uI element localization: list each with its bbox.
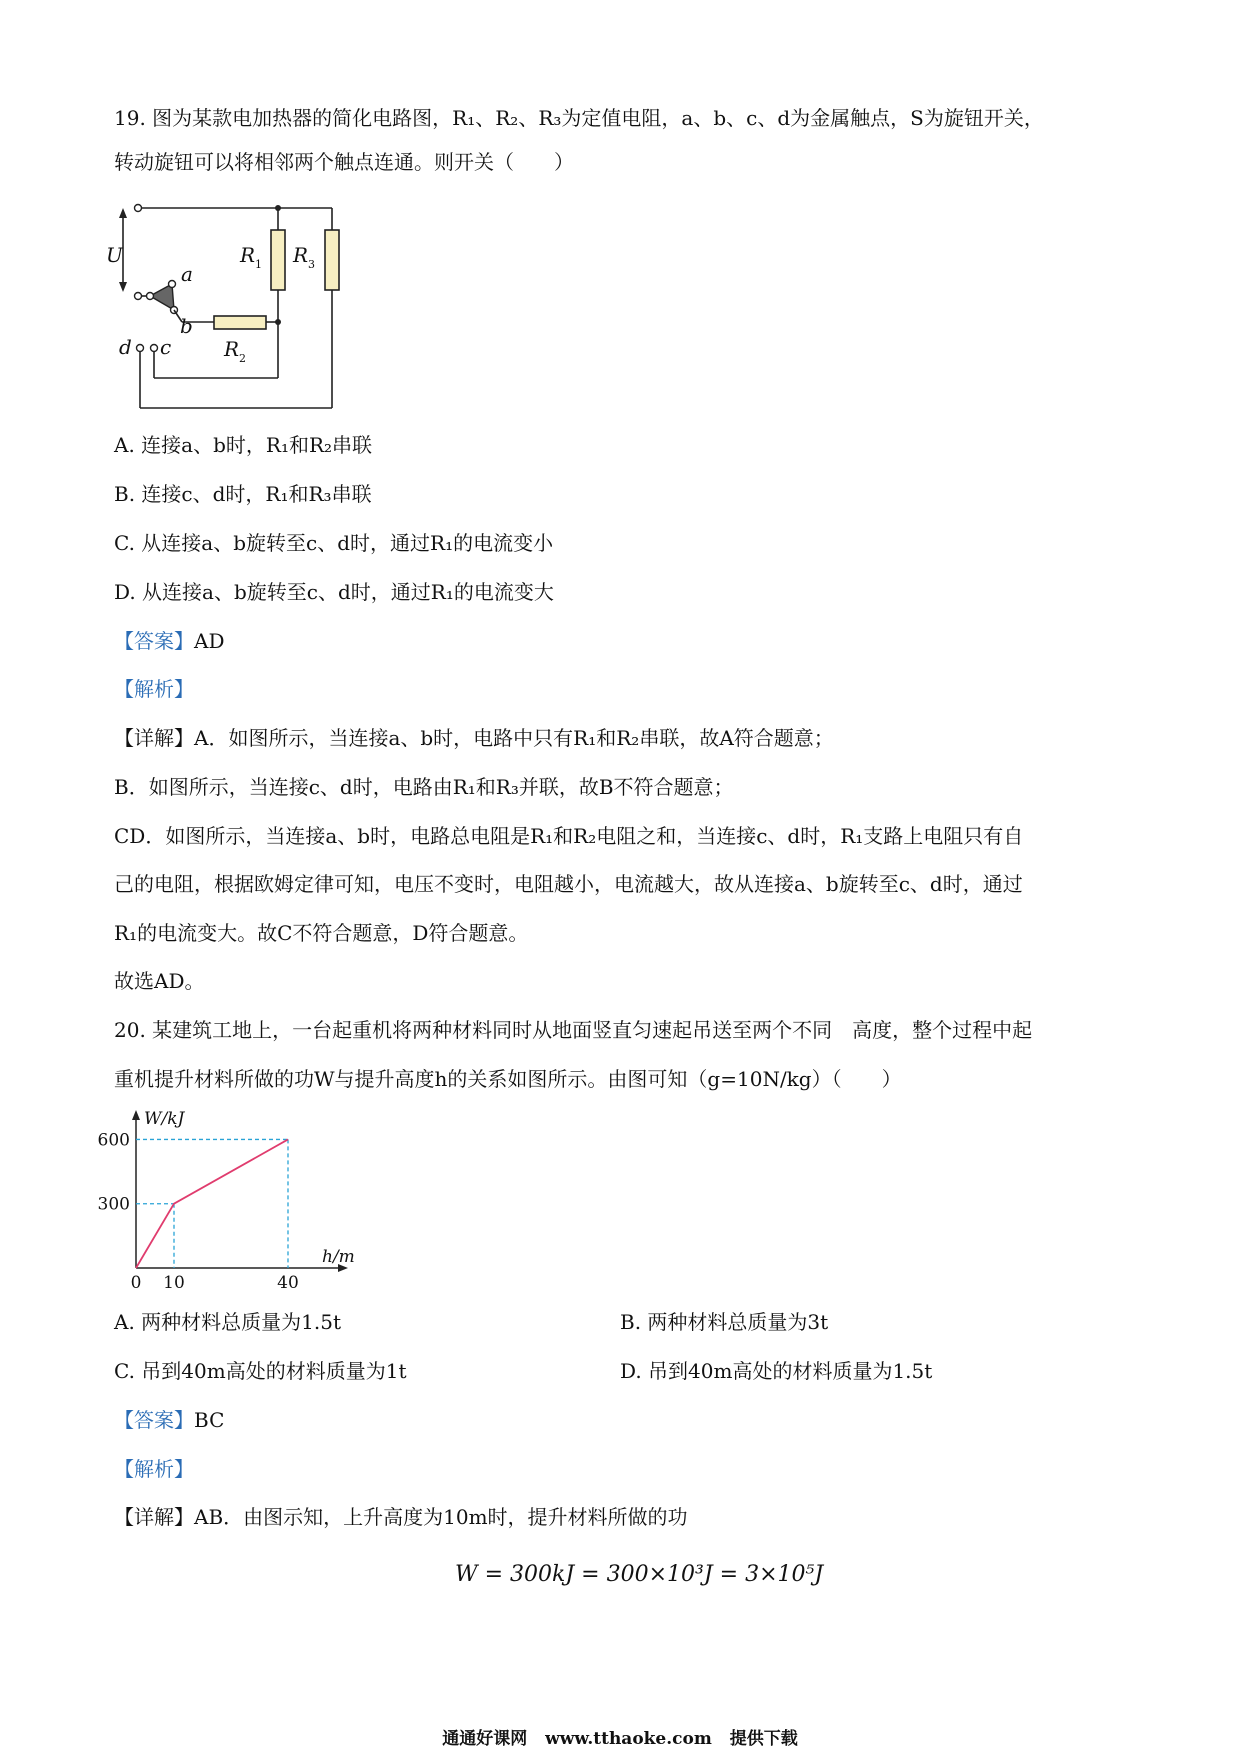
label-r2-sub: 2 <box>239 352 246 365</box>
q19-detail-line: B．如图所示，当连接c、d时，电路由R₁和R₃并联，故B不符合题意； <box>114 775 734 799</box>
footer-url[interactable]: www.tthaoke.com <box>545 1729 712 1749</box>
label-c: c <box>160 335 172 359</box>
y-axis-arrow <box>132 1110 140 1120</box>
label-d: d <box>119 335 132 359</box>
q19-detail-line: 故选AD。 <box>114 969 205 993</box>
q19-option-d: D. 从连接a、b旋转至c、d时，通过R₁的电流变大 <box>114 580 554 604</box>
y-tick-label: 600 <box>97 1130 130 1151</box>
resistor-r1 <box>271 230 285 290</box>
footer-site-name: 通通好课网 <box>442 1729 528 1749</box>
label-r3: R <box>293 243 309 267</box>
answer-tag: 【答案】 <box>114 1408 194 1432</box>
label-r1: R <box>240 243 256 267</box>
q20-stem-line2: 重机提升材料所做的功W与提升高度h的关系如图所示。由图可知（g=10N/kg）（ ） <box>114 1067 902 1091</box>
label-r2: R <box>224 337 240 361</box>
q19-detail-line: CD．如图所示，当连接a、b时，电路总电阻是R₁和R₂电阻之和，当连接c、d时，R₁支路上电阻只有自 <box>114 824 1024 848</box>
label-b: b <box>180 314 193 338</box>
q19-option-c: C. 从连接a、b旋转至c、d时，通过R₁的电流变小 <box>114 531 554 555</box>
work-height-chart <box>97 1108 356 1293</box>
circuit-diagram <box>106 196 350 416</box>
q19-stem-line2: 转动旋钮可以将相邻两个触点连通。则开关（ ） <box>114 150 574 174</box>
q19-answer-row <box>114 626 224 656</box>
label-r3-sub: 3 <box>308 258 315 271</box>
answer-value: BC <box>194 1408 225 1432</box>
q19-option-b: B. 连接c、d时，R₁和R₃串联 <box>114 482 372 506</box>
page-footer <box>0 1724 1240 1749</box>
q19-detail-line: 【详解】A．如图所示，当连接a、b时，电路中只有R₁和R₂串联，故A符合题意； <box>114 726 834 750</box>
q20-analysis-tag: 【解析】 <box>114 1457 194 1481</box>
answer-value: AD <box>194 629 225 653</box>
q20-detail-line: 【详解】AB．由图示知，上升高度为10m时，提升材料所做的功 <box>114 1505 688 1529</box>
answer-tag: 【答案】 <box>114 629 194 653</box>
q20-option-b: B. 两种材料总质量为3t <box>620 1310 829 1334</box>
q20-option-c: C. 吊到40m高处的材料质量为1t <box>114 1359 407 1383</box>
resistor-r2 <box>214 316 266 329</box>
q19-analysis-tag: 【解析】 <box>114 677 194 701</box>
q20-answer-row <box>114 1405 224 1435</box>
q19-detail-line: R₁的电流变大。故C不符合题意，D符合题意。 <box>114 921 529 945</box>
y-axis-label: W/kJ <box>144 1109 185 1129</box>
q20-option-a: A. 两种材料总质量为1.5t <box>114 1310 342 1334</box>
label-a: a <box>181 262 193 286</box>
q19-option-a: A. 连接a、b时，R₁和R₂串联 <box>114 433 373 457</box>
x-axis-label: h/m <box>322 1247 355 1267</box>
x-tick-label: 0 <box>130 1273 142 1293</box>
x-tick-label: 40 <box>277 1273 299 1293</box>
q20-option-d: D. 吊到40m高处的材料质量为1.5t <box>620 1359 933 1383</box>
work-formula: W = 300kJ = 300×10³J = 3×10⁵J <box>455 1562 824 1587</box>
q20-stem-line1: 20. 某建筑工地上，一台起重机将两种材料同时从地面竖直匀速起吊送至两个不同 高度，整个过程中起 <box>114 1018 1033 1042</box>
label-u: U <box>106 243 123 267</box>
footer-suffix: 提供下载 <box>729 1729 798 1749</box>
resistor-r3 <box>325 230 339 290</box>
x-tick-label: 10 <box>163 1273 185 1293</box>
q19-stem-line1: 19. 图为某款电加热器的简化电路图，R₁、R₂、R₃为定值电阻，a、b、c、d为金属触点，S为旋钮开关， <box>114 106 1044 130</box>
label-r1-sub: 1 <box>255 258 262 271</box>
y-tick-label: 300 <box>97 1194 130 1215</box>
q19-detail-line: 己的电阻，根据欧姆定律可知，电压不变时，电阻越小，电流越大，故从连接a、b旋转至c、d时，通过 <box>114 872 1023 896</box>
